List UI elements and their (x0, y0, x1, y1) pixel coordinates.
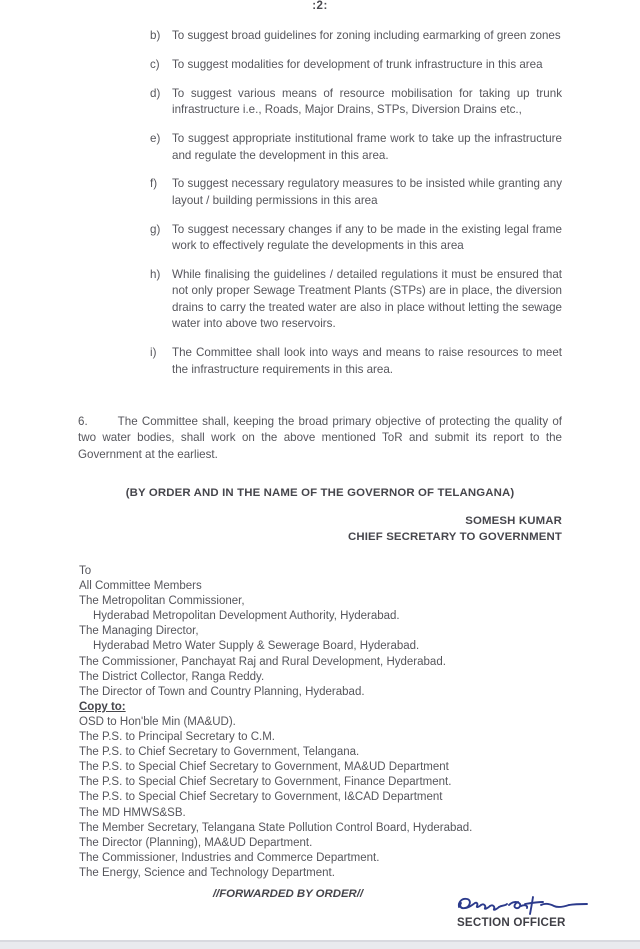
list-item-text: To suggest necessary regulatory measures to be insisted while granting any layout / building permissions in this area (172, 177, 562, 207)
list-item (150, 222, 562, 255)
distribution-row: Hyderabad Metropolitan Development Authority, Hyderabad. (93, 610, 400, 623)
section-officer-block (455, 893, 635, 943)
paragraph-6 (78, 414, 562, 463)
by-order-line: (BY ORDER AND IN THE NAME OF THE GOVERNOR OF TELANGANA) (125, 487, 515, 499)
list-item (150, 131, 562, 164)
list-item-marker: b) (150, 29, 161, 42)
distribution-row: The Director (Planning), MA&UD Department. (79, 836, 313, 849)
distribution-row: The P.S. to Special Chief Secretary to Government, I&CAD Department (79, 791, 443, 804)
list-item (150, 267, 562, 333)
distribution-row: The Metropolitan Commissioner, (79, 595, 245, 608)
list-item (150, 345, 562, 378)
list-item (150, 86, 562, 119)
distribution-row: The Managing Director, (79, 625, 199, 638)
distribution-row: All Committee Members (79, 580, 202, 593)
list-item (150, 57, 562, 73)
copy-to-heading: Copy to: (79, 700, 126, 713)
distribution-row: The P.S. to Principal Secretary to C.M. (79, 731, 276, 744)
section-officer-label: SECTION OFFICER (457, 916, 566, 929)
list-item-text: The Committee shall look into ways and means to raise resources to meet the infrastructure requirements in this area. (172, 346, 562, 376)
list-item-text: To suggest appropriate institutional frame work to take up the infrastructure and regulate the development in this area. (172, 132, 562, 162)
page-number-marker: :2: (312, 0, 328, 12)
distribution-row: The P.S. to Special Chief Secretary to Government, MA&UD Department (79, 761, 449, 774)
list-item-marker: h) (150, 268, 161, 282)
distribution-row: The MD HMWS&SB. (79, 806, 186, 819)
distribution-row: The Member Secretary, Telangana State Pollution Control Board, Hyderabad. (79, 821, 473, 834)
lettered-clause-list (150, 28, 562, 378)
forwarded-by-order-note: //FORWARDED BY ORDER// (212, 888, 364, 900)
paragraph-6-number: 6. (78, 415, 88, 428)
distribution-row: The P.S. to Chief Secretary to Government, Telangana. (79, 746, 360, 759)
signatory-block (78, 513, 562, 545)
paragraph-6-text: The Committee shall, keeping the broad primary objective of protecting the quality of two water bodies, shall work on the above mentioned ToR and submit its report to the Government at the earliest. (78, 415, 562, 461)
distribution-row: The P.S. to Special Chief Secretary to Government, Finance Department. (79, 776, 452, 789)
list-item-marker: f) (150, 177, 158, 191)
distribution-row: The Commissioner, Panchayat Raj and Rural Development, Hyderabad. (79, 655, 446, 668)
distribution-row: The District Collector, Ranga Reddy. (79, 670, 265, 683)
distribution-row: The Director of Town and Country Planning, Hyderabad. (79, 685, 365, 698)
list-item-marker: d) (150, 86, 161, 100)
list-item-marker: g) (150, 222, 161, 236)
distribution-row: Hyderabad Metro Water Supply & Sewerage Board, Hyderabad. (93, 640, 420, 653)
list-item-text: To suggest various means of resource mobilisation for taking up trunk infrastructure i.e., Roads, Major Drains, STPs, Diversion Drains etc., (172, 86, 562, 117)
distribution-row: The Commissioner, Industries and Commerce Department. (79, 851, 380, 864)
list-item-text: To suggest necessary changes if any to be made in the existing legal frame work to effectively regulate the developments in this area (172, 222, 562, 253)
list-item-marker: c) (150, 57, 160, 71)
list-item-text: To suggest broad guidelines for zoning including earmarking of green zones (172, 29, 561, 42)
distribution-row: OSD to Hon'ble Min (MA&UD). (79, 715, 236, 728)
list-item-marker: e) (150, 132, 161, 146)
list-item-marker: i) (150, 346, 157, 360)
list-item-text: To suggest modalities for development of trunk infrastructure in this area (172, 57, 543, 71)
signatory-designation: CHIEF SECRETARY TO GOVERNMENT (347, 531, 562, 543)
distribution-list (79, 564, 579, 881)
list-item-text: While finalising the guidelines / detailed regulations it must be ensured that not only proper Sewage Treatment Plants (STPs) are in place, the diversion drains to carry the treated water are also in place without letting the sewage water into above two reservoirs. (172, 268, 562, 331)
distribution-row: To (79, 565, 92, 577)
list-item (150, 176, 562, 209)
distribution-row: The Energy, Science and Technology Department. (79, 866, 335, 879)
list-item (150, 28, 562, 44)
signatory-name: SOMESH KUMAR (465, 515, 562, 527)
scan-bottom-edge (0, 942, 640, 949)
